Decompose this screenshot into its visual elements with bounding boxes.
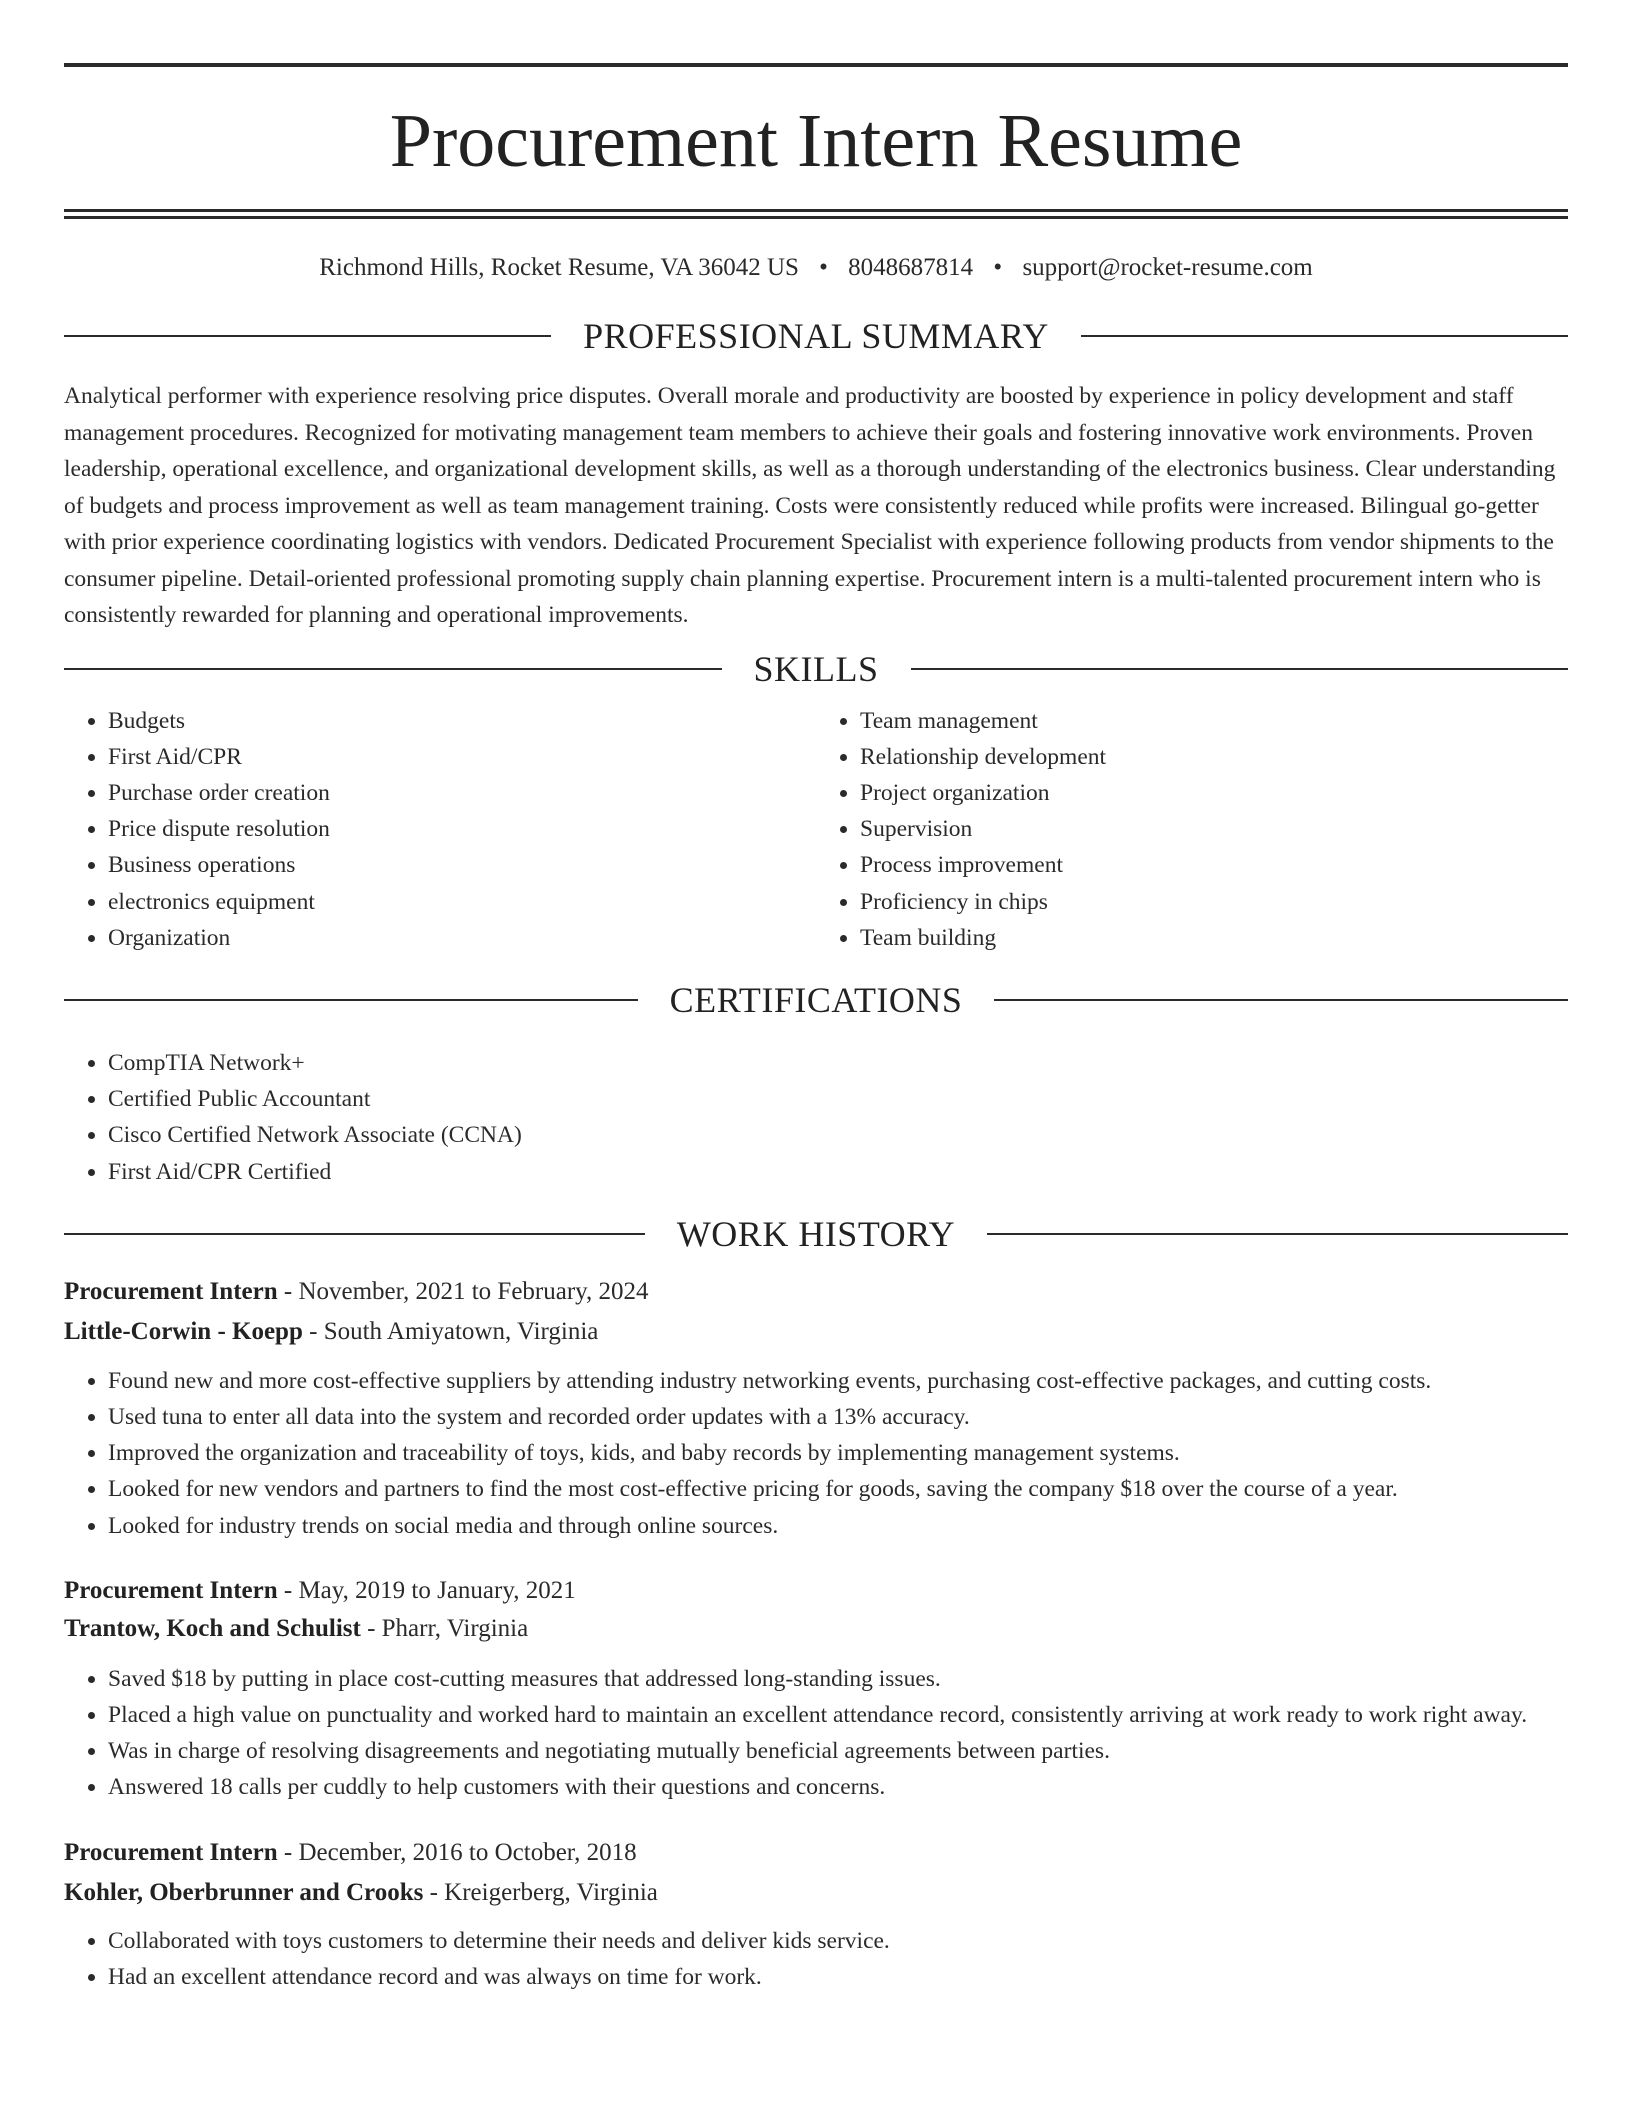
skill-item: • Supervision <box>860 811 1568 847</box>
job-title-line <box>64 1840 1568 1865</box>
skill-item: • Team building <box>860 920 1568 956</box>
certification-item: • Cisco Certified Network Associate (CCNA) <box>108 1117 1568 1153</box>
skill-item: • Business operations <box>108 847 816 883</box>
divider-line <box>987 1233 1568 1235</box>
job-bullets <box>64 1661 1568 1806</box>
contact-separator: • <box>993 254 1003 281</box>
skills-list-left <box>64 703 816 956</box>
job-entry <box>64 1578 1568 1806</box>
summary-text: Analytical performer with experience resolving price disputes. Overall morale and productivity are boosted by experience in policy development and staff management procedures. Recognized for motivating management team members to achieve their goals and fostering innovative work environments. Proven leadership, operational excellence, and organizational development skills, as well as a thorough understanding of the electronics business. Clear understanding of budgets and process improvement as well as team management training. Costs were consistently reduced while profits were increased. Bilingual go-getter with prior experience coordinating logistics with vendors. Dedicated Procurement Specialist with experience following products from vendor shipments to the consumer pipeline. Detail-oriented professional promoting supply chain planning expertise. Procurement intern is a multi-talented procurement intern who is consistently rewarded for planning and operational improvements. <box>64 383 1556 628</box>
top-rule <box>64 63 1568 67</box>
title-double-rule <box>64 209 1568 219</box>
skill-item: • electronics equipment <box>108 884 816 920</box>
job-company: Trantow, Koch and Schulist <box>64 1614 361 1642</box>
certification-item: • CompTIA Network+ <box>108 1045 1568 1081</box>
job-bullet: • Saved $18 by putting in place cost-cutting measures that addressed long-standing issues. <box>108 1661 1568 1697</box>
job-title-line <box>64 1279 1568 1304</box>
work-history-section-header <box>64 1213 1568 1254</box>
skill-item: • Process improvement <box>860 847 1568 883</box>
skill-item: • Organization <box>108 920 816 956</box>
job-company-line <box>64 1880 1568 1905</box>
job-bullet: • Answered 18 calls per cuddly to help customers with their questions and concerns. <box>108 1769 1568 1805</box>
certification-item: • Certified Public Accountant <box>108 1081 1568 1117</box>
job-entry <box>64 1279 1568 1544</box>
skills-list-right <box>816 703 1568 956</box>
job-title-line <box>64 1578 1568 1603</box>
certifications-heading: CERTIFICATIONS <box>669 979 963 1020</box>
skill-item: • Project organization <box>860 775 1568 811</box>
page-title: Procurement Intern Resume <box>389 99 1243 183</box>
skill-item: • Budgets <box>108 703 816 739</box>
contact-address: Richmond Hills, Rocket Resume, VA 36042 US <box>319 254 799 281</box>
job-company-line <box>64 1616 1568 1641</box>
summary-section-header <box>64 318 1568 354</box>
job-location: - South Amiyatown, Virginia <box>302 1317 599 1345</box>
certifications-list <box>64 1045 1568 1190</box>
skills-columns <box>64 703 1568 956</box>
divider-line <box>994 999 1568 1001</box>
skill-item: • Purchase order creation <box>108 775 816 811</box>
job-bullet: • Used tuna to enter all data into the system and recorded order updates with a 13% accuracy. <box>108 1399 1568 1435</box>
job-bullet: • Improved the organization and traceability of toys, kids, and baby records by implementing management systems. <box>108 1435 1568 1471</box>
skill-item: • Relationship development <box>860 739 1568 775</box>
job-bullet: • Looked for industry trends on social media and through online sources. <box>108 1508 1568 1544</box>
skill-item: • First Aid/CPR <box>108 739 816 775</box>
contact-email: support@rocket-resume.com <box>1022 254 1313 281</box>
job-bullet: • Was in charge of resolving disagreements and negotiating mutually beneficial agreements between parties. <box>108 1733 1568 1769</box>
job-location: - Kreigerberg, Virginia <box>423 1878 658 1906</box>
job-company: Little-Corwin - Koepp <box>64 1317 303 1345</box>
divider-line <box>64 1233 645 1235</box>
job-bullet: • Collaborated with toys customers to determine their needs and deliver kids service. <box>108 1923 1568 1959</box>
job-title: Procurement Intern <box>64 1576 278 1604</box>
job-title: Procurement Intern <box>64 1838 278 1866</box>
certifications-section-header <box>64 979 1568 1020</box>
work-history-heading: WORK HISTORY <box>676 1213 956 1254</box>
divider-line <box>911 668 1569 670</box>
skill-item: • Proficiency in chips <box>860 884 1568 920</box>
skill-item: • Team management <box>860 703 1568 739</box>
contact-line <box>64 255 1568 280</box>
job-company: Kohler, Oberbrunner and Crooks <box>64 1878 424 1906</box>
skill-item: • Price dispute resolution <box>108 811 816 847</box>
job-bullets <box>64 1923 1568 1995</box>
contact-separator: • <box>819 254 828 281</box>
job-title: Procurement Intern <box>64 1277 278 1305</box>
job-company-line <box>64 1319 1568 1344</box>
divider-line <box>64 999 638 1001</box>
job-bullet: • Looked for new vendors and partners to find the most cost-effective pricing for goods, saving the company $18 over the course of a year. <box>108 1471 1568 1507</box>
job-bullet: • Had an excellent attendance record and was always on time for work. <box>108 1959 1568 1995</box>
job-dates: - December, 2016 to October, 2018 <box>277 1838 637 1866</box>
summary-heading: PROFESSIONAL SUMMARY <box>583 316 1049 356</box>
skills-section-header <box>64 648 1568 689</box>
job-bullets <box>64 1363 1568 1544</box>
job-dates: - November, 2021 to February, 2024 <box>277 1277 649 1305</box>
divider-line <box>1081 335 1568 337</box>
certification-item: • First Aid/CPR Certified <box>108 1154 1568 1190</box>
divider-line <box>64 335 551 337</box>
job-location: - Pharr, Virginia <box>360 1614 529 1642</box>
contact-phone: 8048687814 <box>848 254 974 281</box>
job-bullet: • Placed a high value on punctuality and worked hard to maintain an excellent attendance record, consistently arriving at work ready to work right away. <box>108 1697 1568 1733</box>
divider-line <box>64 668 722 670</box>
job-entry <box>64 1840 1568 1995</box>
job-bullet: • Found new and more cost-effective suppliers by attending industry networking events, purchasing cost-effective packages, and cutting costs. <box>108 1363 1568 1399</box>
skills-heading: SKILLS <box>753 648 879 689</box>
job-dates: - May, 2019 to January, 2021 <box>277 1576 576 1604</box>
